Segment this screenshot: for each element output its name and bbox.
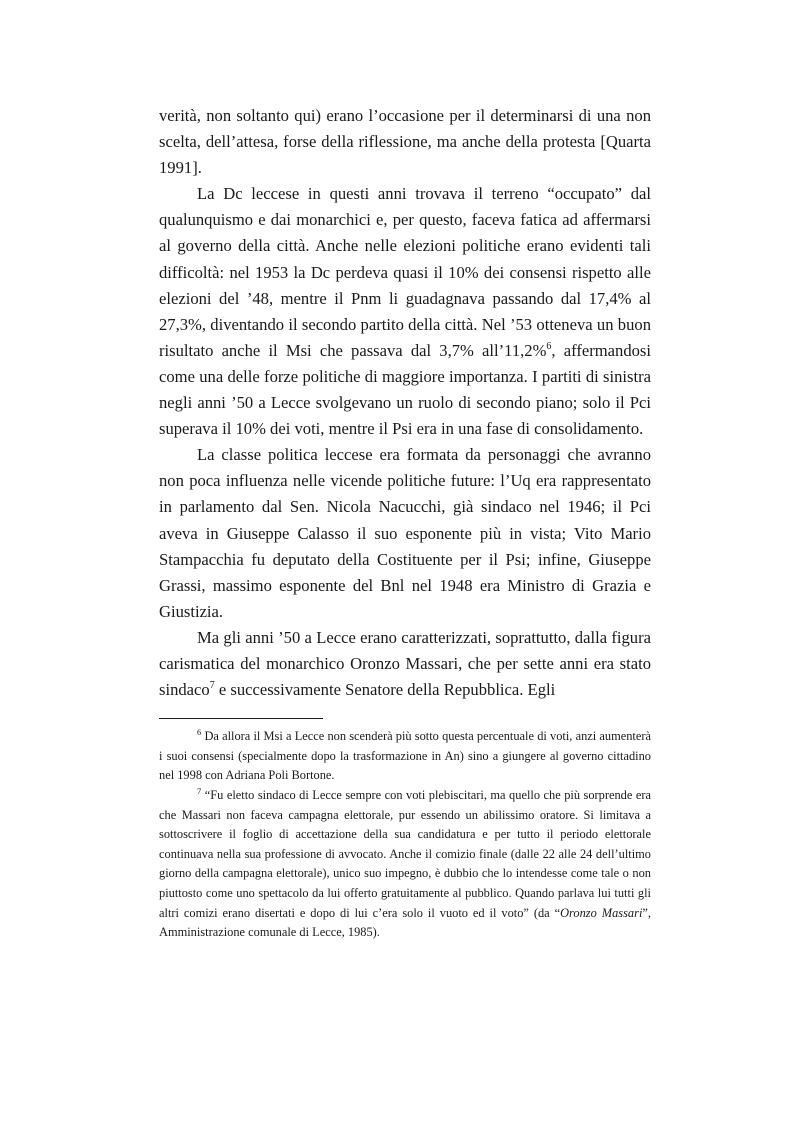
- footnote-7-text-b: ”, Amministrazione comunale di Lecce, 1985).: [159, 905, 651, 940]
- document-page: [159, 103, 651, 943]
- paragraph-2-text-a: La Dc leccese in questi anni trovava il terreno “occupato” dal qualunquismo e dai monarchici e, per questo, faceva fatica ad affermarsi al governo della città. Anche nelle elezioni politiche erano evidenti tali difficoltà: nel 1953 la Dc perdeva quasi il 10% dei consensi rispetto alle elezioni del ’48, mentre il Pnm li guadagnava passando dal 17,4% al 27,3%, diventando il secondo partito della città. Nel ’53 otteneva un buon risultato anche il Msi che passava dal 3,7% all’11,2%: [159, 184, 651, 360]
- paragraph-3: [159, 442, 651, 625]
- footnote-7-title: Oronzo Massari: [560, 905, 643, 920]
- footnote-7: [159, 786, 651, 943]
- footnote-6-number: 6: [197, 727, 202, 738]
- paragraph-4-text-b: e successivamente Senatore della Repubblica. Egli: [214, 680, 556, 700]
- main-text: [159, 103, 651, 703]
- paragraph-3-text: La classe politica leccese era formata da personaggi che avranno non poca influenza nelle vicende politiche future: l’Uq era rappresentato in parlamento dal Sen. Nicola Nacucchi, già sindaco nel 1946; il Pci aveva in Giuseppe Calasso il suo esponente più in vista; Vito Mario Stampacchia fu deputato della Costituente per il Psi; infine, Giuseppe Grassi, massimo esponente del Bnl nel 1948 era Ministro di Grazia e Giustizia.: [159, 445, 651, 621]
- footnote-7-number: 7: [197, 785, 202, 796]
- footnotes: [159, 727, 651, 943]
- paragraph-4-text-a: Ma gli anni ’50 a Lecce erano caratterizzati, soprattutto, dalla figura carismatica del monarchico Oronzo Massari, che per sette anni era stato sindaco: [159, 627, 651, 700]
- footnote-7-text-a: “Fu eletto sindaco di Lecce sempre con voti plebiscitari, ma quello che più sorprende era che Massari non faceva campagna elettorale, pur essendo un abilissimo oratore. Si limitava a sottoscrivere il foglio di accettazione della sua candidatura e per tutto il periodo elettorale continuava nella sua professione di avvocato. Anche il comizio finale (dalle 22 alle 24 dell’ultimo giorno della campagna elettorale), unico suo impegno, è dubbio che lo intendesse come tale o non piuttosto come uno spettacolo da lui offerto gratuitamente al pubblico. Quando parlava lui tutti gli altri comizi erano disertati e dopo di lui c’era solo il vuoto ed il voto” (da “: [159, 787, 651, 920]
- footnote-6: [159, 727, 651, 786]
- paragraph-2: [159, 181, 651, 442]
- paragraph-2-text-b: , affermandosi come una delle forze politiche di maggiore importanza. I partiti di sinistra negli anni ’50 a Lecce svolgevano un ruolo di secondo piano; solo il Pci superava il 10% dei voti, mentre il Psi era in una fase di consolidamento.: [159, 340, 651, 439]
- paragraph-1: [159, 103, 651, 181]
- paragraph-4: [159, 625, 651, 703]
- paragraph-1-text: verità, non soltanto qui) erano l’occasione per il determinarsi di una non scelta, dell’attesa, forse della riflessione, ma anche della protesta [Quarta 1991].: [159, 106, 651, 178]
- footnote-ref-6: 6: [546, 340, 552, 352]
- footnote-ref-7: 7: [209, 680, 215, 692]
- footnote-6-text: Da allora il Msi a Lecce non scenderà più sotto questa percentuale di voti, anzi aumenterà i suoi consensi (specialmente dopo la trasformazione in An) sino a giungere al governo cittadino nel 1998 con Adriana Poli Bortone.: [159, 729, 651, 783]
- footnote-separator: [159, 718, 323, 719]
